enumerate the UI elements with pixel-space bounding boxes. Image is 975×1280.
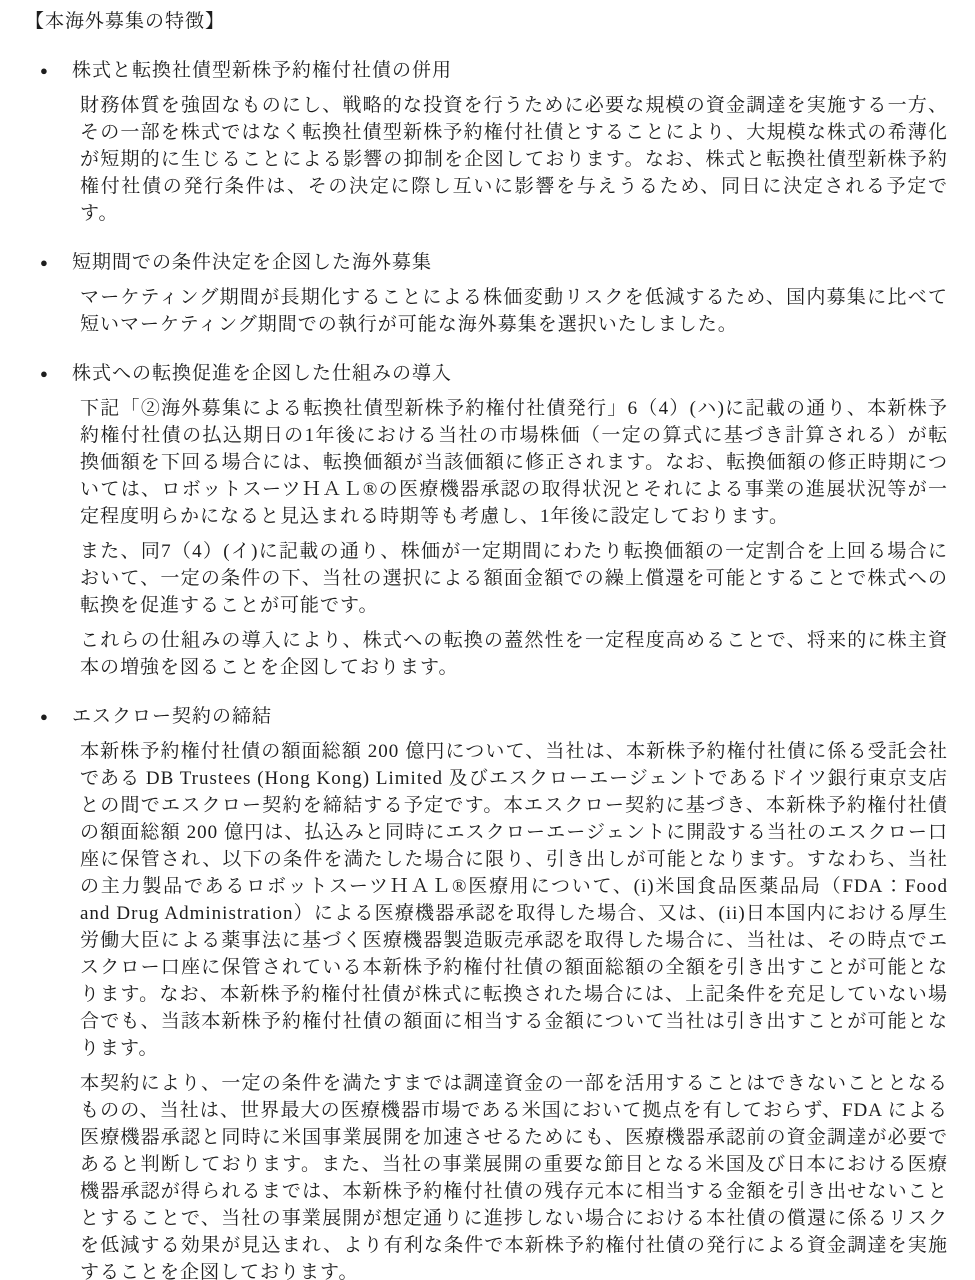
section-heading: エスクロー契約の締結 [72, 706, 273, 727]
section-heading: 株式への転換促進を企図した仕組みの導入 [72, 363, 453, 384]
paragraph: マーケティング期間が長期化することによる株価変動リスクを低減するため、国内募集に比べて短いマーケティング期間での執行が可能な海外募集を選択いたしました。 [80, 287, 948, 335]
section-heading-row [40, 360, 948, 387]
section-escrow-agreement [25, 703, 948, 1280]
bullet-icon: ● [40, 366, 49, 381]
bullet-icon: ● [40, 255, 49, 270]
page-title: 【本海外募集の特徴】 [25, 11, 226, 32]
paragraph: これらの仕組みの導入により、株式への転換の蓋然性を一定程度高めることで、将来的に株主資本の増強を図ることを企図しております。 [80, 630, 948, 678]
section-conversion-promotion [25, 360, 948, 681]
section-short-term-offering [25, 249, 948, 338]
section-heading-row [40, 57, 948, 84]
section-share-and-cb-combination [25, 57, 948, 227]
section-heading: 株式と転換社債型新株予約権付社債の併用 [72, 60, 453, 81]
paragraph: 財務体質を強固なものにし、戦略的な投資を行うために必要な規模の資金調達を実施する一方、その一部を株式ではなく転換社債型新株予約権付社債とすることにより、大規模な株式の希薄化が短期的に生じることによる影響の抑制を企図しております。なお、株式と転換社債型新株予約権付社債の発行条件は、その決定に際し互いに影響を与えうるため、同日に決定される予定です。 [80, 95, 948, 224]
section-heading-row [40, 249, 948, 276]
bullet-icon: ● [40, 709, 49, 724]
section-heading: 短期間での条件決定を企図した海外募集 [72, 252, 433, 273]
paragraph: 本新株予約権付社債の額面総額 200 億円について、当社は、本新株予約権付社債に係る受託会社である DB Trustees (Hong Kong) Limited 及びエスクローエージェントであるドイツ銀行東京支店との間でエスクロー契約を締結する予定です。本エスクロー契約に基づき、本新株予約権付社債の額面総額 200 億円は、払込みと同時にエスクローエージェントに開設する当社のエスクロー口座に保管され、以下の条件を満たした場合に限り、引き出しが可能となります。すなわち、当社の主力製品であるロボットスーツＨＡＬ®医療用について、(i)米国食品医薬品局（FDA：Food and Drug Administration）による医療機器承認を取得した場合、又は、(ii)日本国内における厚生労働大臣による薬事法に基づく医療機器製造販売承認を取得した場合に、当社は、その時点でエスクロー口座に保管されている本新株予約権付社債の額面総額の全額を引き出すことが可能となります。なお、本新株予約権付社債が株式に転換された場合には、上記条件を充足していない場合でも、当該本新株予約権付社債の額面に相当する金額について当社は引き出すことが可能となります。 [80, 741, 948, 1059]
paragraph: また、同7（4）(イ)に記載の通り、株価が一定期間にわたり転換価額の一定割合を上回る場合において、一定の条件の下、当社の選択による額面金額での繰上償還を可能とすることで株式への転換を促進することが可能です。 [80, 541, 948, 616]
paragraph: 本契約により、一定の条件を満たすまでは調達資金の一部を活用することはできないこととなるものの、当社は、世界最大の医療機器市場である米国において拠点を有しておらず、FDA による医療機器承認と同時に米国事業展開を加速させるためにも、医療機器承認前の資金調達が必要であると判断しております。また、当社の事業展開の重要な節目となる米国及び日本における医療機器承認が得られるまでは、本新株予約権付社債の残存元本に相当する金額を引き出せないこととすることで、当社の事業展開が想定通りに進捗しない場合における本社債の償還に係るリスクを低減する効果が見込まれ、より有利な条件で本新株予約権付社債の発行による資金調達を実施することを企図しております。 [80, 1073, 948, 1280]
bullet-icon: ● [40, 63, 49, 78]
paragraph: 下記「②海外募集による転換社債型新株予約権付社債発行」6（4）(ハ)に記載の通り、本新株予約権付社債の払込期日の1年後における当社の市場株価（一定の算式に基づき計算される）が転換価額を下回る場合には、転換価額が当該価額に修正されます。なお、転換価額の修正時期については、ロボットスーツＨＡＬ®の医療機器承認の取得状況とそれによる事業の進展状況等が一定程度明らかになると見込まれる時期等も考慮し、1年後に設定しております。 [80, 398, 948, 527]
section-heading-row [40, 703, 948, 730]
